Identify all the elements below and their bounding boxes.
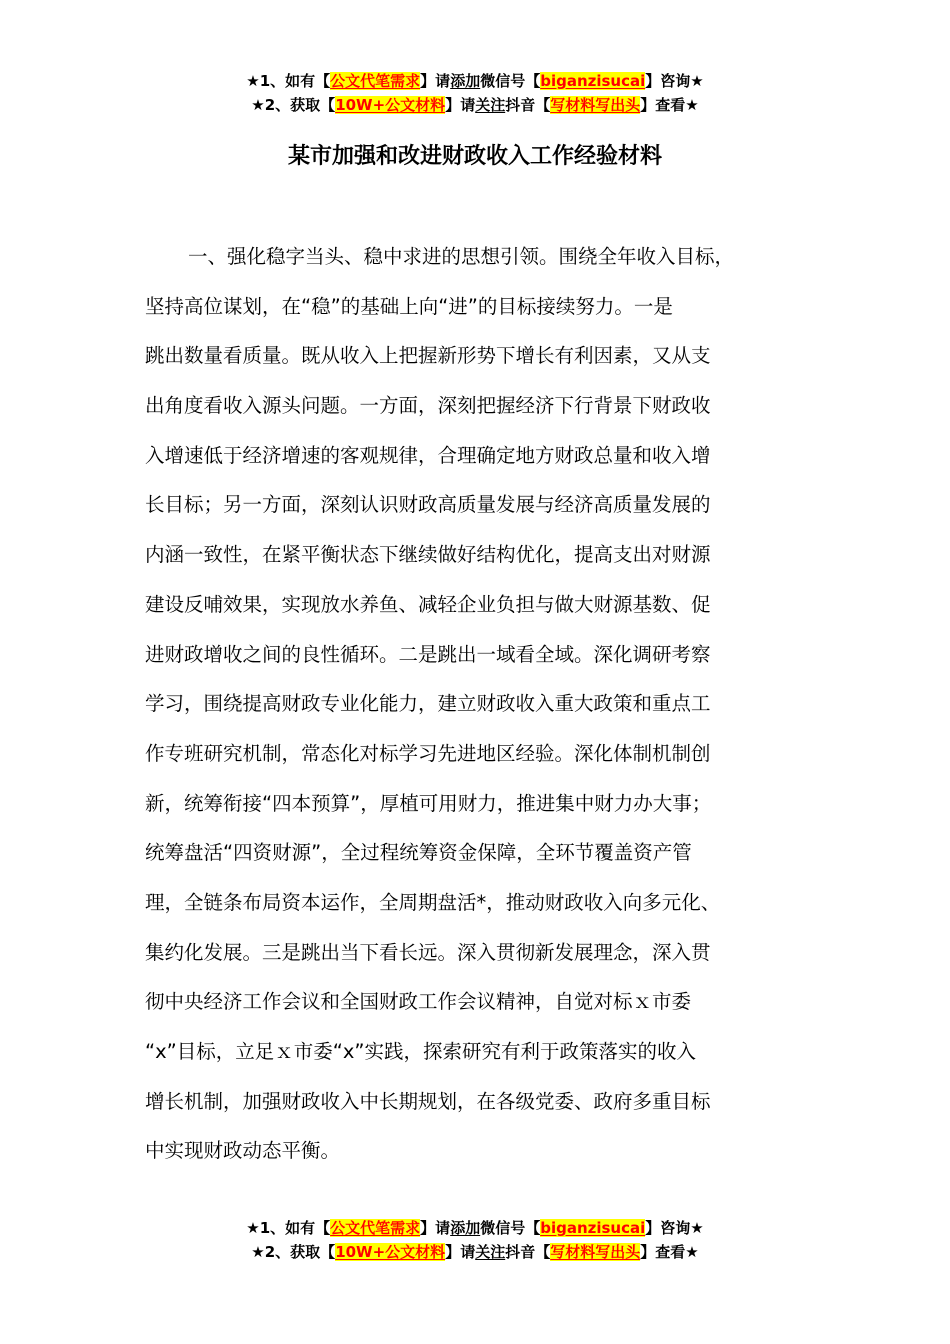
ad-underline-text: 关注: [475, 1243, 506, 1261]
ad-highlight-wechat-id: biganzisucai: [540, 72, 646, 90]
body-line: 入增速低于经济增速的客观规律，合理确定地方财政总量和收入增: [145, 443, 711, 467]
document-body: [145, 232, 835, 1176]
ad-text: 】请: [420, 1219, 451, 1237]
ad-text: ★1、如有【: [246, 72, 331, 90]
ad-highlight-douyin-id: 写材料写出头: [550, 1243, 641, 1261]
ad-text: 】请: [420, 72, 451, 90]
ad-line-2: [0, 93, 950, 117]
document-title: 某市加强和改进财政收入工作经验材料: [287, 144, 662, 169]
body-line: 长目标；另一方面，深刻认识财政高质量发展与经济高质量发展的: [145, 493, 711, 517]
body-line: 建设反哺效果，实现放水养鱼、减轻企业负担与做大财源基数、促: [145, 592, 711, 616]
ad-text: 】请: [445, 96, 476, 114]
ad-text: 微信号【: [480, 1219, 541, 1237]
ad-highlight-service: 公文代笔需求: [330, 1219, 421, 1237]
body-line: 新，统筹衔接“四本预算”，厚植可用财力，推进集中财力办大事；: [145, 791, 712, 815]
body-line: 中实现财政动态平衡。: [145, 1139, 341, 1163]
ad-highlight-wechat-id: biganzisucai: [540, 1219, 646, 1237]
ad-text: 微信号【: [480, 72, 541, 90]
ad-line-1: [0, 69, 950, 93]
body-line: 跳出数量看质量。既从收入上把握新形势下增长有利因素，又从支: [145, 344, 711, 368]
body-line: 出角度看收入源头问题。一方面，深刻把握经济下行背景下财政收: [145, 394, 711, 418]
body-line: 增长机制，加强财政收入中长期规划，在各级党委、政府多重目标: [145, 1089, 711, 1113]
body-line: 作专班研究机制，常态化对标学习先进地区经验。深化体制机制创: [145, 741, 711, 765]
ad-text: 抖音【: [505, 96, 551, 114]
body-line: 内涵一致性，在紧平衡状态下继续做好结构优化，提高支出对财源: [145, 543, 711, 567]
ad-text: 】咨询★: [645, 1219, 704, 1237]
body-line: 一、强化稳字当头、稳中求进的思想引领。围绕全年收入目标，: [188, 245, 735, 268]
body-line: 进财政增收之间的良性循环。二是跳出一域看全域。深化调研考察: [145, 642, 711, 666]
ad-line-2: [0, 1240, 950, 1264]
body-line: 理，全链条布局资本运作，全周期盘活*，推动财政收入向多元化、: [145, 890, 721, 914]
ad-highlight-douyin-id: 写材料写出头: [550, 96, 641, 114]
ad-highlight-materials: 10W+公文材料: [335, 96, 446, 114]
body-line: “x”目标，立足ｘ市委“x”实践，探索研究有利于政策落实的收入: [145, 1040, 696, 1063]
ad-highlight-materials: 10W+公文材料: [335, 1243, 446, 1261]
body-line: 学习，围绕提高财政专业化能力，建立财政收入重大政策和重点工: [145, 692, 711, 716]
ad-text: ★1、如有【: [246, 1219, 331, 1237]
ad-text: ★2、获取【: [251, 1243, 336, 1261]
ad-line-1: [0, 1216, 950, 1240]
body-line: 统筹盘活“四资财源”，全过程统筹资金保障，全环节覆盖资产管: [145, 841, 692, 865]
ad-text: 】请: [445, 1243, 476, 1261]
body-line: 彻中央经济工作会议和全国财政工作会议精神，自觉对标ｘ市委: [145, 990, 692, 1014]
body-line: 坚持高位谋划，在“稳”的基础上向“进”的目标接续努力。一是: [145, 294, 673, 318]
ad-underline-text: 添加: [450, 1219, 481, 1237]
ad-text: 抖音【: [505, 1243, 551, 1261]
ad-text: 】查看★: [640, 1243, 699, 1261]
footer-ad-banner: [0, 1216, 950, 1264]
header-ad-banner: [0, 69, 950, 117]
ad-text: ★2、获取【: [251, 96, 336, 114]
ad-text: 】查看★: [640, 96, 699, 114]
ad-highlight-service: 公文代笔需求: [330, 72, 421, 90]
ad-text: 】咨询★: [645, 72, 704, 90]
ad-underline-text: 关注: [475, 96, 506, 114]
ad-underline-text: 添加: [450, 72, 481, 90]
body-line: 集约化发展。三是跳出当下看长远。深入贯彻新发展理念，深入贯: [145, 940, 711, 964]
